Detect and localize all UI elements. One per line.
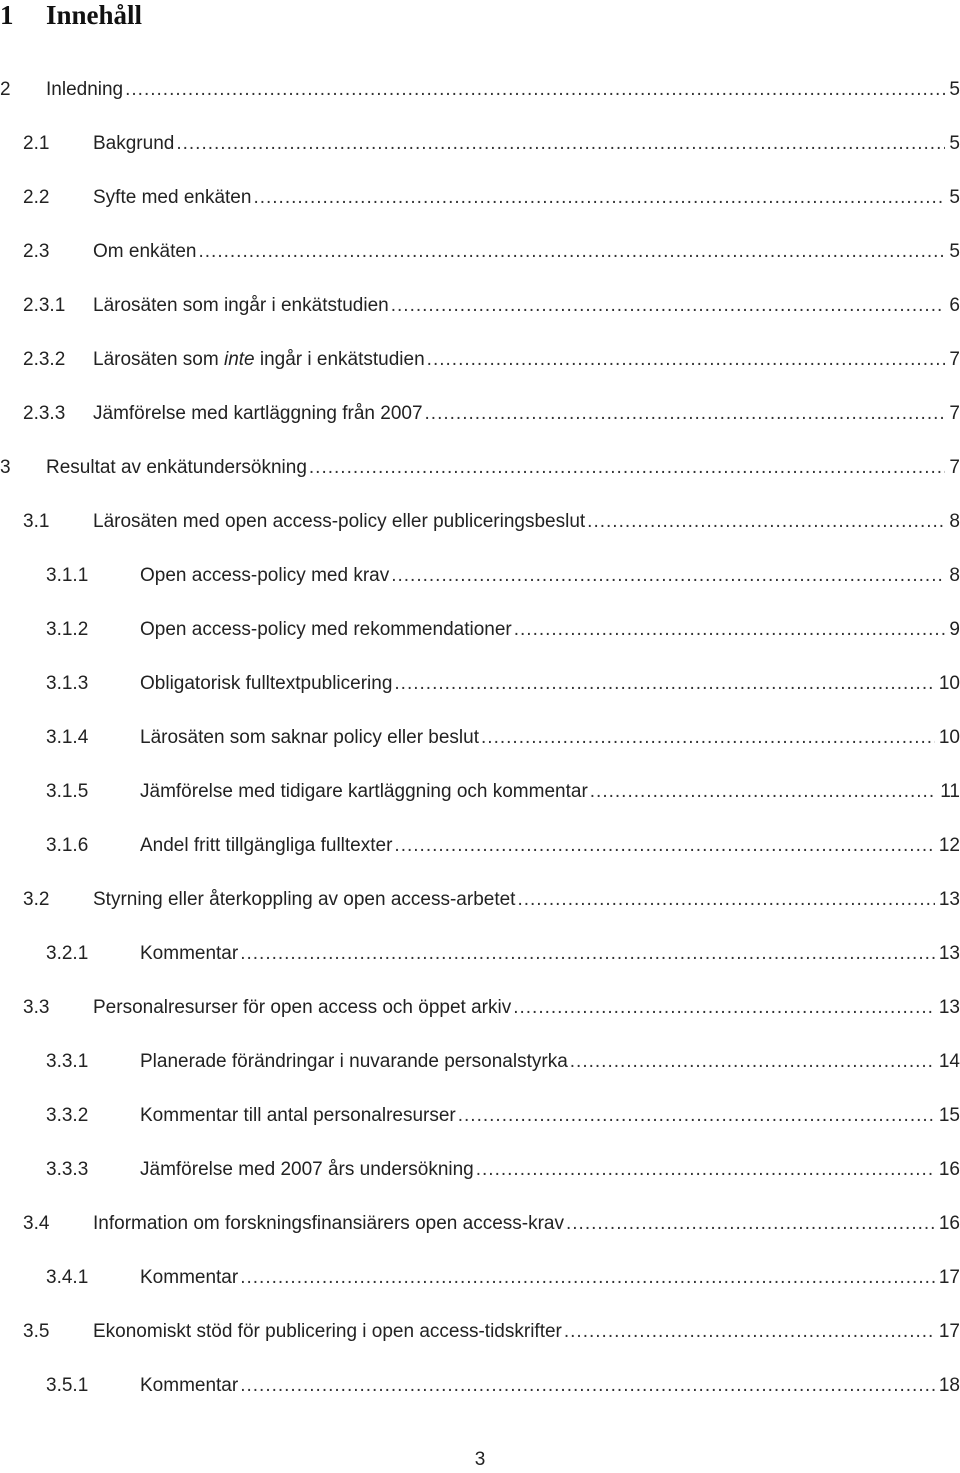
toc-entry-line <box>140 603 960 657</box>
toc-entry-line <box>93 225 960 279</box>
toc-dot-leader <box>125 63 945 117</box>
toc-entry-title: Kommentar till antal personalresurser <box>140 1089 458 1143</box>
toc-entry[interactable] <box>0 495 960 549</box>
toc-entry-line <box>140 765 960 819</box>
toc-entry-page: 7 <box>945 387 960 441</box>
toc-entry-number: 3.1.1 <box>46 565 89 586</box>
toc-entry-title: Personalresurser för open access och öppet arkiv <box>93 981 513 1035</box>
toc-entry-page: 8 <box>945 549 960 603</box>
toc-entry-page: 5 <box>945 171 960 225</box>
toc-entry-title: Obligatorisk fulltextpublicering <box>140 657 394 711</box>
toc-entry-title: Ekonomiskt stöd för publicering i open access-tidskrifter <box>93 1305 564 1359</box>
toc-entry-number: 2.3.1 <box>23 295 66 316</box>
toc-entry-number: 3.3 <box>23 997 50 1018</box>
toc-entry[interactable] <box>0 819 960 873</box>
toc-entry-number: 2.2 <box>23 187 50 208</box>
toc-entry-title-part: Lärosäten som <box>93 349 224 370</box>
toc-dot-leader <box>514 603 946 657</box>
toc-entry-page: 17 <box>935 1305 960 1359</box>
toc-entry-page: 10 <box>935 711 960 765</box>
toc-entry-title: Jämförelse med kartläggning från 2007 <box>93 387 425 441</box>
toc-entry-line <box>93 333 960 387</box>
toc-entry-number: 2.3.3 <box>23 403 66 424</box>
toc-entry[interactable] <box>0 117 960 171</box>
toc-dot-leader <box>570 1035 935 1089</box>
toc-entry-number: 3.1.4 <box>46 727 89 748</box>
toc-entry-title: Andel fritt tillgängliga fulltexter <box>140 819 394 873</box>
toc-entry[interactable] <box>0 279 960 333</box>
toc-entry[interactable] <box>0 225 960 279</box>
toc-entry[interactable] <box>0 549 960 603</box>
toc-entry[interactable] <box>0 765 960 819</box>
toc-entry-page: 14 <box>935 1035 960 1089</box>
toc-entry-number: 3.3.1 <box>46 1051 89 1072</box>
toc-dot-leader <box>587 495 945 549</box>
toc-entry-page: 13 <box>935 981 960 1035</box>
toc-entry-page: 11 <box>936 765 960 819</box>
toc-entry[interactable] <box>0 927 960 981</box>
toc-entry-number: 2.3.2 <box>23 349 66 370</box>
toc-entry-title: Planerade förändringar i nuvarande personalstyrka <box>140 1035 570 1089</box>
toc-entry[interactable] <box>0 981 960 1035</box>
toc-entry[interactable] <box>0 1305 960 1359</box>
toc-entry-title: Kommentar <box>140 1359 240 1413</box>
toc-entry-title: Open access-policy med rekommendationer <box>140 603 514 657</box>
toc-entry-title: Lärosäten med open access-policy eller publiceringsbeslut <box>93 495 587 549</box>
toc-heading-number: 1 <box>0 0 14 30</box>
toc-entry-line <box>46 441 960 495</box>
toc-entry-line <box>140 1035 960 1089</box>
toc-entry-page: 7 <box>945 333 960 387</box>
toc-entry-title: Kommentar <box>140 927 240 981</box>
toc-entry[interactable] <box>0 63 960 117</box>
toc-dot-leader <box>425 387 946 441</box>
toc-entry[interactable] <box>0 1359 960 1413</box>
toc-entry[interactable] <box>0 1035 960 1089</box>
toc-entry[interactable] <box>0 1089 960 1143</box>
toc-entry-title: Om enkäten <box>93 225 199 279</box>
toc-entry-number: 3.5 <box>23 1321 50 1342</box>
toc-entry-page: 5 <box>945 225 960 279</box>
toc-entry-page: 6 <box>945 279 960 333</box>
toc-dot-leader <box>481 711 935 765</box>
toc-entry-line <box>93 387 960 441</box>
toc-entry-page: 18 <box>935 1359 960 1413</box>
toc-entry-number: 3.2 <box>23 889 50 910</box>
toc-heading <box>0 0 142 30</box>
toc-entry-title: Styrning eller återkoppling av open access-arbetet <box>93 873 517 927</box>
toc-entry-title: Resultat av enkätundersökning <box>46 441 309 495</box>
toc-entry[interactable] <box>0 1143 960 1197</box>
toc-dot-leader <box>240 927 935 981</box>
toc-entry-number: 2 <box>0 79 11 100</box>
toc-entry[interactable] <box>0 711 960 765</box>
page-number: 3 <box>474 1449 486 1470</box>
toc-entry[interactable] <box>0 1251 960 1305</box>
toc-entry-line <box>93 117 960 171</box>
toc-entry-number: 3.1.2 <box>46 619 89 640</box>
toc-entry-number: 3.1.3 <box>46 673 89 694</box>
toc-dot-leader <box>391 279 946 333</box>
toc-entry-page: 5 <box>945 63 960 117</box>
toc-entry-line <box>140 819 960 873</box>
toc-entry-page: 7 <box>945 441 960 495</box>
toc-entry[interactable] <box>0 873 960 927</box>
toc-entry[interactable] <box>0 171 960 225</box>
toc-entry-page: 12 <box>935 819 960 873</box>
toc-entry-page: 9 <box>945 603 960 657</box>
toc-entry-line <box>140 927 960 981</box>
toc-entry-title-emphasis: inte <box>223 349 255 370</box>
toc-entry[interactable] <box>0 387 960 441</box>
toc-entry-line <box>93 1305 960 1359</box>
toc-entry-page: 16 <box>935 1197 960 1251</box>
toc-entry-title: Jämförelse med 2007 års undersökning <box>140 1143 476 1197</box>
toc-entry-title: Open access-policy med krav <box>140 549 391 603</box>
toc-entry-line <box>93 981 960 1035</box>
toc-entry-number: 3.1.6 <box>46 835 89 856</box>
toc-entry-line <box>140 657 960 711</box>
toc-entry-number: 3.1.5 <box>46 781 89 802</box>
toc-dot-leader <box>240 1359 935 1413</box>
toc-entry-title: Lärosäten som saknar policy eller beslut <box>140 711 481 765</box>
toc-entry-line <box>93 1197 960 1251</box>
toc-entry-title: Syfte med enkäten <box>93 171 253 225</box>
toc-entry-page: 17 <box>935 1251 960 1305</box>
toc-dot-leader <box>517 873 934 927</box>
toc-entry-number: 3.4 <box>23 1213 50 1234</box>
toc-dot-leader <box>564 1305 935 1359</box>
toc-entry-line <box>140 1143 960 1197</box>
toc-dot-leader <box>513 981 935 1035</box>
toc-entry-line <box>140 1359 960 1413</box>
toc-entry-line <box>140 1089 960 1143</box>
toc-dot-leader <box>394 819 934 873</box>
toc-entry-page: 13 <box>935 873 960 927</box>
toc-dot-leader <box>199 225 946 279</box>
toc-entry-page: 8 <box>945 495 960 549</box>
toc-entry-title-part: ingår i enkätstudien <box>254 349 425 370</box>
toc-entry-line <box>93 171 960 225</box>
toc-entry-title: Inledning <box>46 63 125 117</box>
toc-dot-leader <box>566 1197 935 1251</box>
toc-entry-line <box>140 549 960 603</box>
toc-dot-leader <box>458 1089 935 1143</box>
toc-dot-leader <box>590 765 936 819</box>
toc-entry-title <box>93 333 427 387</box>
toc-entry-title: Jämförelse med tidigare kartläggning och kommentar <box>140 765 590 819</box>
toc-entry-line <box>46 63 960 117</box>
toc-entry-title: Bakgrund <box>93 117 176 171</box>
toc-dot-leader <box>176 117 945 171</box>
toc-dot-leader <box>253 171 945 225</box>
toc-entry-page: 16 <box>935 1143 960 1197</box>
toc-entry-page: 13 <box>935 927 960 981</box>
toc-dot-leader <box>309 441 946 495</box>
toc-entry-page: 10 <box>935 657 960 711</box>
toc-dot-leader <box>240 1251 935 1305</box>
table-of-contents <box>0 63 960 1413</box>
toc-entry-number: 3.2.1 <box>46 943 89 964</box>
toc-entry-title: Kommentar <box>140 1251 240 1305</box>
toc-entry-page: 15 <box>935 1089 960 1143</box>
toc-entry[interactable] <box>0 441 960 495</box>
toc-entry-page: 5 <box>945 117 960 171</box>
toc-entry-number: 3.3.2 <box>46 1105 89 1126</box>
toc-entry-line <box>93 873 960 927</box>
toc-dot-leader <box>476 1143 935 1197</box>
toc-dot-leader <box>391 549 945 603</box>
toc-entry[interactable] <box>0 333 960 387</box>
toc-entry-number: 2.3 <box>23 241 50 262</box>
toc-entry-number: 3 <box>0 457 11 478</box>
toc-entry-line <box>140 1251 960 1305</box>
toc-entry-number: 3.3.3 <box>46 1159 89 1180</box>
toc-entry-title: Lärosäten som ingår i enkätstudien <box>93 279 391 333</box>
toc-entry-line <box>93 279 960 333</box>
toc-entry-number: 3.4.1 <box>46 1267 89 1288</box>
toc-heading-title: Innehåll <box>46 0 143 30</box>
toc-entry[interactable] <box>0 603 960 657</box>
toc-dot-leader <box>427 333 946 387</box>
toc-entry-number: 2.1 <box>23 133 50 154</box>
toc-entry-title: Information om forskningsfinansiärers open access-krav <box>93 1197 566 1251</box>
toc-entry-line <box>93 495 960 549</box>
toc-entry[interactable] <box>0 657 960 711</box>
toc-entry-number: 3.5.1 <box>46 1375 89 1396</box>
toc-entry[interactable] <box>0 1197 960 1251</box>
toc-entry-number: 3.1 <box>23 511 50 532</box>
toc-dot-leader <box>394 657 934 711</box>
toc-entry-line <box>140 711 960 765</box>
